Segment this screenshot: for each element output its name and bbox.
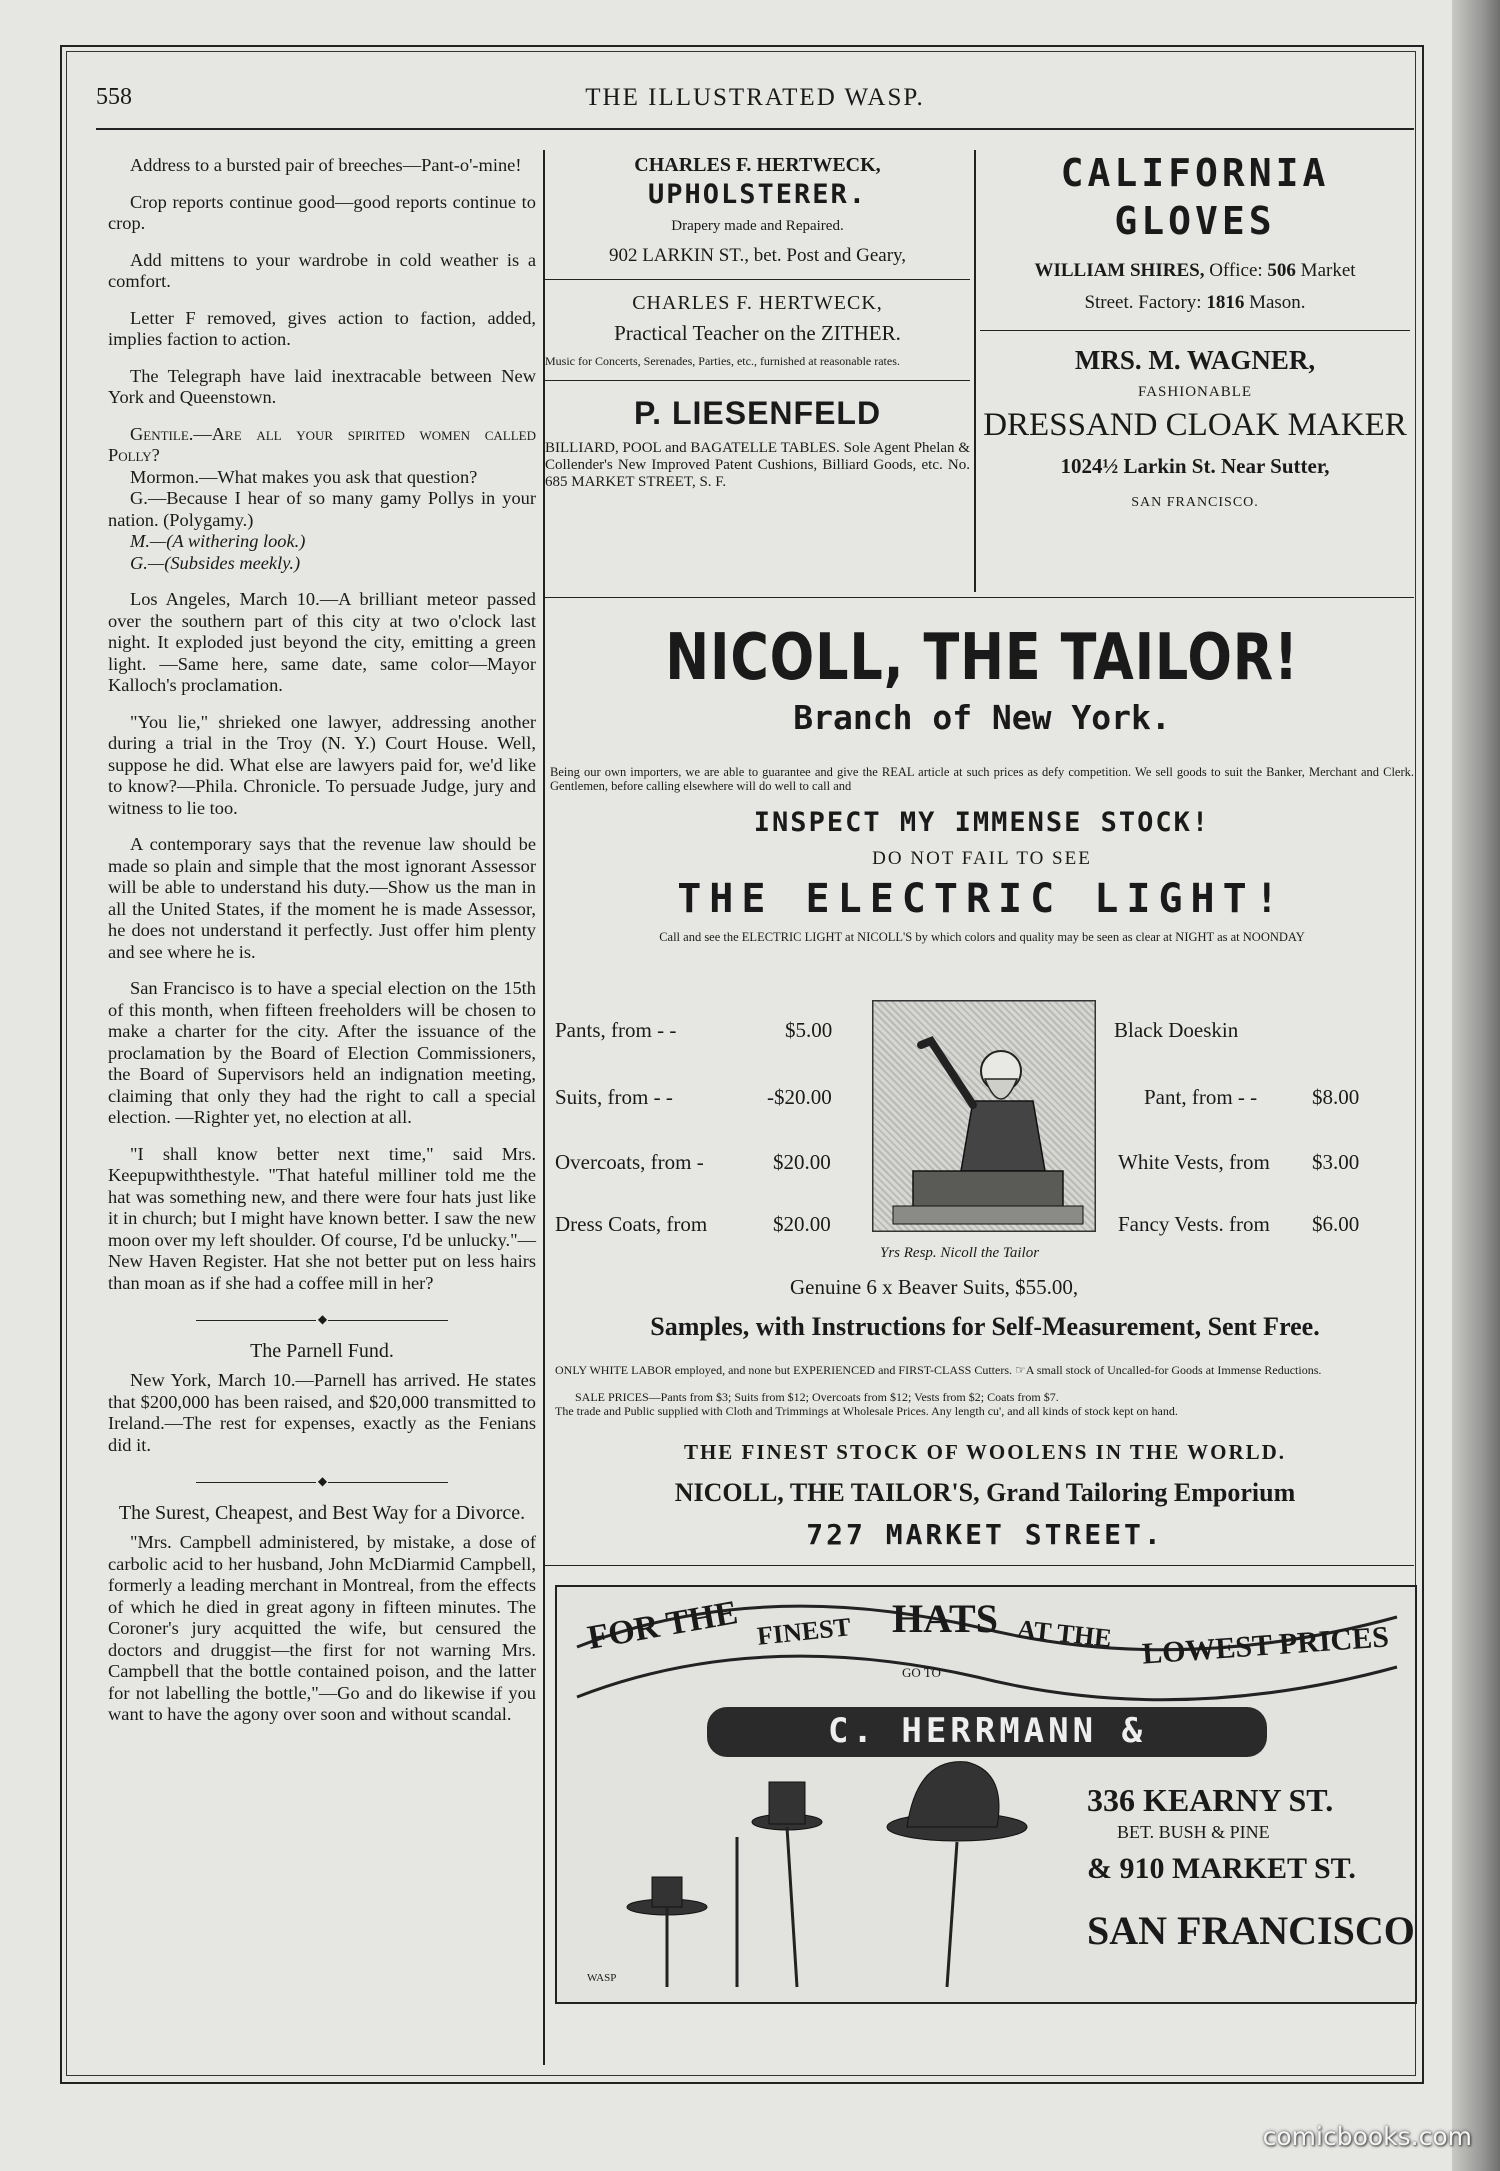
ad-name: CHARLES F. HERTWECK, bbox=[632, 292, 883, 314]
liesenfeld-text: BILLIARD, POOL and BAGATELLE TABLES. Sole Agent Phelan & Collender's New Improved Patent Cushions, Billiard Goods, etc. No. 685 MARKET STREET, S. F. bbox=[545, 440, 970, 490]
price-value: $5.00 bbox=[785, 1018, 833, 1042]
fineprint: The trade and Public supplied with Cloth and Trimmings at Wholesale Prices. Any length cu', and all kinds of stock kept on hand. bbox=[555, 1404, 1178, 1418]
paragraph: A contemporary says that the revenue law should be made so plain and simple that the most ignorant Assessor will be able to understand his duty.—Show us the man in all the United States, if the moment he is made Assessor, he does not understand it perfectly. Just offer him plenty and see where he is. bbox=[108, 834, 536, 962]
price-item: Black Doeskin bbox=[1114, 1018, 1239, 1042]
left-column bbox=[108, 155, 536, 1741]
ad-divider bbox=[980, 330, 1410, 331]
fineprint: SALE PRICES—Pants from $3; Suits from $12; Overcoats from $12; Vests from $2; Coats from $7. bbox=[575, 1390, 1059, 1404]
banner-word: LOWEST PRICES bbox=[1141, 1620, 1390, 1671]
wagner-fashion: FASHIONABLE bbox=[1137, 384, 1253, 400]
price-row bbox=[555, 1018, 833, 1043]
gloves-label: Street. Factory: bbox=[1084, 292, 1207, 313]
banner-word: HATS bbox=[892, 1596, 998, 1641]
dialog-line: G.—Because I hear of so many gamy Pollys in your nation. (Polygamy.) bbox=[108, 488, 536, 530]
book-spine bbox=[1452, 0, 1500, 2171]
price-row bbox=[1118, 1150, 1360, 1175]
price-value: $6.00 bbox=[1312, 1212, 1360, 1236]
samples-line: Samples, with Instructions for Self-Measurement, Sent Free. bbox=[650, 1312, 1320, 1341]
price-item: Fancy Vests. from bbox=[1118, 1212, 1270, 1236]
ad-hertweck bbox=[545, 150, 970, 491]
paragraph: The Telegraph have laid inextracable between New York and Queenstown. bbox=[108, 365, 536, 407]
price-value: $20.00 bbox=[773, 1212, 831, 1236]
price-value: $3.00 bbox=[1312, 1150, 1360, 1174]
gloves-label: Market bbox=[1295, 260, 1356, 281]
ad-bottom-rule bbox=[545, 1565, 1414, 1566]
price-item: Dress Coats, from bbox=[555, 1212, 708, 1236]
nicoll-electric-sub: Call and see the ELECTRIC LIGHT at NICOLL'S by which colors and quality may be seen as clear at NIGHT as at NOONDAY bbox=[659, 930, 1305, 944]
dialog-line: G.—(Subsides meekly.) bbox=[130, 552, 301, 573]
herrmann-city: SAN FRANCISCO bbox=[1087, 1908, 1415, 1953]
paragraph: New York, March 10.—Parnell has arrived. He states that $200,000 has been raised, and $20,000 transmitted to Ireland.—The rest for expenses, exactly as the Fenians did it. bbox=[108, 1370, 536, 1455]
price-row bbox=[1118, 1212, 1360, 1237]
banner-word: FINEST bbox=[755, 1612, 853, 1651]
header-rule bbox=[96, 128, 1414, 130]
dialog-line: Mormon.—What makes you ask that question? bbox=[130, 466, 478, 487]
column-rule-mid bbox=[974, 150, 976, 592]
ad-divider bbox=[545, 380, 970, 381]
finest-stock: THE FINEST STOCK OF WOOLENS IN THE WORLD. bbox=[683, 1440, 1287, 1464]
ad-address: 902 LARKIN ST., bet. Post and Geary, bbox=[608, 245, 907, 266]
paragraph: Address to a bursted pair of breeches—Pant-o'-mine! bbox=[130, 155, 522, 175]
nicoll-intro: Being our own importers, we are able to guarantee and give the REAL article at such prices as defy competition. We sell goods to suit the Banker, Merchant and Clerk. Gentlemen, before calling elsewhere will do well to call and bbox=[550, 765, 1414, 793]
gloves-owner: WILLIAM SHIRES, bbox=[1034, 260, 1205, 281]
nicoll-inspect: INSPECT MY IMMENSE STOCK! bbox=[753, 807, 1211, 838]
section-heading: The Parnell Fund. bbox=[250, 1339, 394, 1362]
gloves-office bbox=[980, 260, 1410, 282]
herrmann-name: C. HERRMANN & bbox=[827, 1711, 1147, 1751]
paragraph: "I shall know better next time," said Mrs. Keepupwiththestyle. "That hateful milliner told me the hat was something new, and there were four hats just like it in church; but I might have known better. I saw the new moon over my left shoulder. Of course, I'd be unlucky."—New Haven Register. Hat she not better put on less hairs than moan as if she had a coffee mill in her? bbox=[108, 1143, 536, 1293]
tailor-signature: Yrs Resp. Nicoll the Tailor bbox=[880, 1245, 1040, 1261]
price-item: Overcoats, from - bbox=[555, 1150, 704, 1174]
ad-line: Drapery made and Repaired. bbox=[671, 218, 844, 234]
artist-mark: WASP bbox=[587, 1972, 617, 1984]
nicoll-title: NICOLL, THE TAILOR! bbox=[665, 621, 1299, 695]
gloves-number: 1816 bbox=[1206, 292, 1245, 313]
gloves-number: 506 bbox=[1267, 260, 1296, 281]
gloves-label: Mason. bbox=[1244, 292, 1306, 313]
herrmann-address: & 910 MARKET ST. bbox=[1087, 1852, 1356, 1885]
paragraph: Letter F removed, gives action to faction, added, implies faction to action. bbox=[108, 307, 536, 349]
liesenfeld-name: P. LIESENFELD bbox=[633, 395, 882, 431]
ad-name: CHARLES F. HERTWECK, bbox=[634, 154, 881, 176]
tailor-portrait bbox=[872, 1000, 1096, 1232]
watermark: comicbooks.com bbox=[1262, 2122, 1472, 2151]
price-value: -$20.00 bbox=[767, 1085, 832, 1109]
herrmann-address: 336 KEARNY ST. bbox=[1087, 1782, 1334, 1818]
ad-line: Practical Teacher on the ZITHER. bbox=[614, 321, 901, 345]
fineprint: ONLY WHITE LABOR employed, and none but EXPERIENCED and FIRST-CLASS Cutters. ☞A small stock of Uncalled-for Goods at Immense Reductions. bbox=[555, 1363, 1322, 1377]
dialog-line: Gentile.—Are all your spirited women called Polly? bbox=[108, 423, 536, 465]
paragraph: San Francisco is to have a special election on the 15th of this month, when fifteen freeholders will be chosen to make a charter for the city. After the issuance of the proclamation by the Board of Election Commissioners, the Board of Supervisors held an indignation meeting, claiming that only they had the right to call a special election. —Righter yet, no election at all. bbox=[108, 978, 536, 1127]
nicoll-electric: THE ELECTRIC LIGHT! bbox=[677, 876, 1287, 922]
section-divider: ◆ bbox=[108, 1309, 536, 1331]
price-value: $20.00 bbox=[773, 1150, 831, 1174]
market-street: 727 MARKET STREET. bbox=[806, 1518, 1164, 1551]
ad-gloves bbox=[980, 150, 1410, 511]
dialog-line: M.—(A withering look.) bbox=[130, 531, 306, 551]
gloves-title: CALIFORNIA bbox=[1060, 151, 1330, 195]
gloves-title: GLOVES bbox=[1114, 199, 1276, 243]
paragraph: Crop reports continue good—good reports continue to crop. bbox=[108, 191, 536, 233]
price-value: $8.00 bbox=[1312, 1085, 1360, 1109]
emporium-line: NICOLL, THE TAILOR'S, Grand Tailoring Emporium bbox=[674, 1478, 1296, 1507]
banner-word: FOR THE bbox=[584, 1594, 741, 1657]
paragraph: Add mittens to your wardrobe in cold weather is a comfort. bbox=[108, 249, 536, 291]
section-divider: ◆ bbox=[108, 1471, 536, 1493]
price-item: Pant, from - - bbox=[1144, 1085, 1258, 1109]
gloves-label: Office: bbox=[1204, 260, 1268, 281]
page-header bbox=[96, 84, 1414, 124]
herrmann-address: BET. BUSH & PINE bbox=[1117, 1822, 1270, 1842]
nicoll-do-not-fail: DO NOT FAIL TO SEE bbox=[872, 848, 1092, 869]
price-row bbox=[555, 1212, 831, 1237]
banner-word: AT THE bbox=[1015, 1614, 1113, 1653]
page-number: 558 bbox=[96, 84, 132, 110]
price-row bbox=[1114, 1018, 1238, 1043]
nicoll-subtitle: Branch of New York. bbox=[793, 698, 1171, 737]
ads-rule bbox=[545, 597, 1414, 598]
price-item: Pants, from - - bbox=[555, 1018, 677, 1042]
ad-divider bbox=[545, 279, 970, 280]
price-row bbox=[555, 1150, 831, 1175]
section-heading: The Surest, Cheapest, and Best Way for a Divorce. bbox=[118, 1501, 526, 1524]
beaver-line: Genuine 6 x Beaver Suits, $55.00, bbox=[790, 1275, 1079, 1299]
wagner-address: 1024½ Larkin St. Near Sutter, bbox=[1060, 454, 1330, 478]
price-row bbox=[555, 1085, 832, 1110]
banner-goto: GO TO bbox=[902, 1665, 941, 1680]
price-item: Suits, from - - bbox=[555, 1085, 673, 1109]
wagner-city: SAN FRANCISCO. bbox=[1131, 495, 1259, 510]
price-item: White Vests, from bbox=[1118, 1150, 1270, 1174]
wagner-name: MRS. M. WAGNER, bbox=[1074, 345, 1316, 375]
paragraph: "You lie," shrieked one lawyer, addressing another during a trial in the Troy (N. Y.) Court House. Well, suppose he did. What else are lawyers paid for, we'd like to know?—Phila. Chronicle. To persuade Judge, jury and witness to lie too. bbox=[108, 711, 536, 818]
wagner-trade: DRESSAND CLOAK MAKER bbox=[983, 407, 1407, 443]
running-title: THE ILLUSTRATED WASP. bbox=[585, 84, 925, 111]
ad-herrmann bbox=[555, 1585, 1417, 2004]
paragraph: "Mrs. Campbell administered, by mistake, a dose of carbolic acid to her husband, John McDiarmid Campbell, formerly a leading merchant in Montreal, from the effects of which he died in great agony in fifteen minutes. The Coroner's jury acquitted the wife, but censured the doctors and druggist—the first for not warning Mrs. Campbell that the bottle contained poison, and the latter for not labelling the bottle,"—Go and do likewise if you want to have the agony over soon and without scandal. bbox=[108, 1532, 536, 1724]
tailor-portrait-drawing bbox=[873, 1001, 1095, 1231]
ad-trade: UPHOLSTERER. bbox=[647, 179, 868, 210]
ad-fineprint: Music for Concerts, Serenades, Parties, etc., furnished at reasonable rates. bbox=[545, 354, 900, 368]
price-row bbox=[1144, 1085, 1360, 1110]
gloves-factory bbox=[980, 292, 1410, 314]
ad-nicoll bbox=[550, 620, 1414, 945]
paragraph: Los Angeles, March 10.—A brilliant meteor passed over the southern part of this city at two o'clock last night. It exploded just beyond the city, emitting a green light. —Same here, same date, same color—Mayor Kalloch's proclamation. bbox=[108, 589, 536, 695]
